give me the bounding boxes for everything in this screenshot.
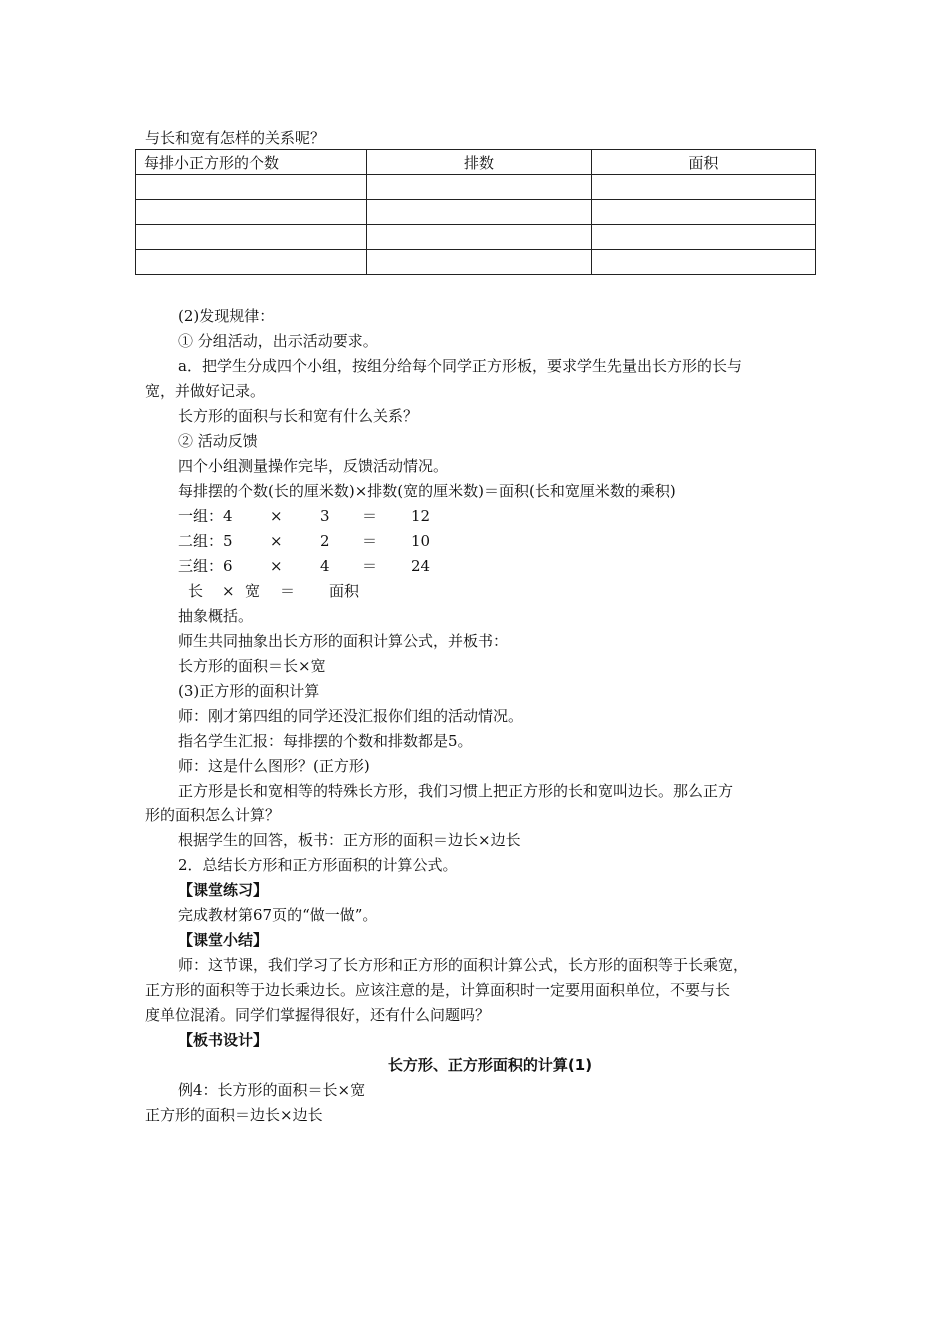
equation-operand: 4 bbox=[320, 557, 330, 575]
paragraph: 例4：长方形的面积＝长×宽 bbox=[178, 1081, 366, 1099]
board-title: 长方形、正方形面积的计算(1) bbox=[387, 1056, 593, 1074]
paragraph: 宽，并做好记录。 bbox=[145, 382, 266, 400]
formula-length: 长 bbox=[188, 582, 204, 600]
table-cell bbox=[136, 250, 367, 275]
paragraph: 度单位混淆。同学们掌握得很好，还有什么问题吗？ bbox=[145, 1006, 491, 1024]
table-cell bbox=[591, 250, 815, 275]
formula-width: 宽 bbox=[245, 582, 261, 600]
table-header: 面积 bbox=[591, 150, 815, 175]
paragraph: a．把学生分成四个小组，按组分给每个同学正方形板，要求学生先量出长方形的长与 bbox=[178, 357, 742, 375]
paragraph: 正方形是长和宽相等的特殊长方形，我们习惯上把正方形的长和宽叫边长。那么正方 bbox=[178, 782, 734, 800]
table-row bbox=[136, 200, 816, 225]
paragraph: 根据学生的回答，板书：正方形的面积＝边长×边长 bbox=[178, 831, 521, 849]
data-table bbox=[135, 149, 816, 275]
section-heading: 【课堂小结】 bbox=[178, 931, 269, 949]
equation-label: 二组：5 bbox=[178, 532, 233, 550]
section-heading: 【板书设计】 bbox=[178, 1031, 269, 1049]
paragraph: (3)正方形的面积计算 bbox=[178, 682, 320, 700]
table-cell bbox=[591, 225, 815, 250]
paragraph: 每排摆的个数(长的厘米数)×排数(宽的厘米数)＝面积(长和宽厘米数的乘积) bbox=[178, 482, 676, 500]
table-cell bbox=[136, 225, 367, 250]
equation-label: 三组：6 bbox=[178, 557, 233, 575]
paragraph: ② 活动反馈 bbox=[178, 432, 258, 450]
paragraph: 指名学生汇报：每排摆的个数和排数都是5。 bbox=[178, 732, 473, 750]
table-cell bbox=[367, 225, 591, 250]
paragraph: 长方形的面积与长和宽有什么关系？ bbox=[178, 407, 419, 425]
table-row bbox=[136, 175, 816, 200]
table-cell bbox=[367, 200, 591, 225]
paragraph: 师生共同抽象出长方形的面积计算公式，并板书： bbox=[178, 632, 509, 650]
equation-result: 24 bbox=[411, 557, 431, 575]
intro-line: 与长和宽有怎样的关系呢？ bbox=[145, 129, 326, 147]
table-header: 每排小正方形的个数 bbox=[136, 150, 367, 175]
table-cell bbox=[136, 200, 367, 225]
table-cell bbox=[367, 175, 591, 200]
formula-operator: × bbox=[222, 582, 235, 600]
equation-equals: ＝ bbox=[362, 532, 378, 550]
paragraph: 抽象概括。 bbox=[178, 607, 254, 625]
paragraph: 正方形的面积等于边长乘边长。应该注意的是，计算面积时一定要用面积单位，不要与长 bbox=[145, 981, 731, 999]
paragraph: 四个小组测量操作完毕，反馈活动情况。 bbox=[178, 457, 449, 475]
paragraph: 长方形的面积＝长×宽 bbox=[178, 657, 326, 675]
table-row bbox=[136, 225, 816, 250]
equation-operand: 2 bbox=[320, 532, 330, 550]
equation-equals: ＝ bbox=[362, 557, 378, 575]
paragraph: 师：这节课，我们学习了长方形和正方形的面积计算公式，长方形的面积等于长乘宽， bbox=[178, 956, 749, 974]
equation-equals: ＝ bbox=[362, 507, 378, 525]
equation-result: 12 bbox=[411, 507, 431, 525]
paragraph: 完成教材第67页的“做一做”。 bbox=[178, 906, 378, 924]
paragraph: 正方形的面积＝边长×边长 bbox=[145, 1106, 323, 1124]
table-cell bbox=[591, 175, 815, 200]
paragraph: 师：刚才第四组的同学还没汇报你们组的活动情况。 bbox=[178, 707, 524, 725]
equation-operator: × bbox=[270, 557, 283, 575]
equation-operator: × bbox=[270, 532, 283, 550]
table-cell bbox=[591, 200, 815, 225]
paragraph: 师：这是什么图形？(正方形) bbox=[178, 757, 370, 775]
formula-equals: ＝ bbox=[280, 582, 296, 600]
table-row bbox=[136, 250, 816, 275]
paragraph: ① 分组活动，出示活动要求。 bbox=[178, 332, 378, 350]
formula-area: 面积 bbox=[329, 582, 360, 600]
equation-result: 10 bbox=[411, 532, 431, 550]
table-cell bbox=[367, 250, 591, 275]
paragraph: 2．总结长方形和正方形面积的计算公式。 bbox=[178, 856, 458, 874]
table-header: 排数 bbox=[367, 150, 591, 175]
equation-operator: × bbox=[270, 507, 283, 525]
paragraph: (2)发现规律： bbox=[178, 307, 275, 325]
equation-label: 一组：4 bbox=[178, 507, 233, 525]
paragraph: 形的面积怎么计算？ bbox=[145, 806, 281, 824]
table-cell bbox=[136, 175, 367, 200]
table-header-row bbox=[136, 150, 816, 175]
section-heading: 【课堂练习】 bbox=[178, 881, 269, 899]
equation-operand: 3 bbox=[320, 507, 330, 525]
